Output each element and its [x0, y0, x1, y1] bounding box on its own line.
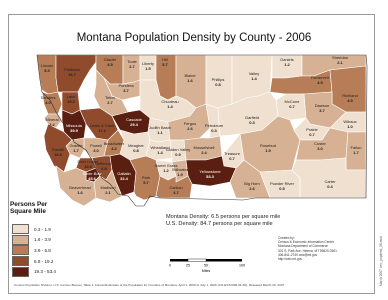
county-value: 1.2: [163, 167, 169, 173]
county-value: 1.9: [177, 171, 183, 177]
county-label-valley: [240, 72, 268, 81]
legend-title-line2: Square Mile: [10, 208, 46, 215]
county-name: Madison: [100, 185, 116, 190]
county-label-madison: [94, 186, 122, 195]
county-label-lewis-clark: [88, 124, 116, 133]
county-label-prairie: [298, 128, 326, 137]
county-value: 0.3: [211, 127, 217, 133]
county-name: Carter: [324, 179, 336, 184]
county-name: Treasure: [224, 151, 240, 156]
county-name: Beaverhead: [69, 185, 91, 190]
county-name: Mineral: [45, 117, 59, 122]
legend-row: [12, 245, 56, 256]
county-value: 5.3: [44, 67, 50, 73]
county-name: Park: [141, 175, 151, 180]
county-value: 16.6: [54, 151, 62, 157]
county-label-chouteau: [156, 100, 184, 109]
county-name: Roosevelt: [311, 75, 329, 80]
county-name: Chouteau: [161, 99, 179, 104]
county-name: McCone: [284, 99, 300, 104]
county-label-treasure: [218, 152, 246, 161]
county-name: Lincoln: [40, 63, 54, 68]
county-label-jefferson: [90, 162, 118, 171]
county-name: Flathead: [64, 67, 80, 72]
county-name: Glacier: [103, 57, 117, 62]
side-code-text: March 2007 ceic_popdens_06.mxd: [379, 236, 383, 286]
county-value: 1.7: [353, 149, 359, 155]
county-label-powder-river: [268, 182, 296, 191]
legend-swatch-1: [12, 224, 29, 234]
county-value: 4.0: [45, 99, 51, 105]
county-name: Cascade: [126, 117, 142, 122]
legend-label-5: 19.3 - 53.4: [34, 269, 56, 275]
county-name: Daniels: [280, 57, 294, 62]
county-lincoln: [37, 55, 58, 94]
county-label-lake: [57, 95, 85, 104]
county-value: 0.7: [289, 103, 295, 109]
county-label-flathead: [58, 68, 86, 77]
legend-row: [12, 256, 56, 267]
county-value: 1.5: [145, 65, 151, 71]
county-label-stillwater: [166, 168, 194, 177]
county-label-custer: [306, 142, 334, 151]
legend-swatch-4: [12, 256, 29, 266]
county-label-blaine: [176, 74, 204, 83]
county-value: 2.1: [105, 189, 111, 195]
scale-tick-1: 25: [186, 263, 190, 268]
county-value: 3.0: [93, 147, 99, 153]
density-stats: [166, 214, 280, 228]
credit-line: 301 S. Park Ave. Helena, MT 59620-0501: [278, 248, 337, 253]
legend-swatch-3: [12, 245, 29, 255]
county-name: Golden Valley: [165, 147, 191, 152]
county-name: Missoula: [66, 123, 82, 128]
county-label-phillips: [204, 78, 232, 87]
county-value: 29.4: [130, 121, 138, 127]
county-label-yellowstone: [196, 170, 224, 179]
scale-tick-2: 50: [204, 263, 208, 268]
county-name: Toole: [127, 59, 137, 64]
county-value: 1.4: [157, 149, 163, 155]
county-name: Big Horn: [244, 181, 260, 186]
county-value: 0.9: [175, 151, 181, 157]
county-name: Liberty: [141, 61, 154, 66]
county-name: Deer Lodge: [77, 159, 99, 164]
county-value: 4.2: [111, 145, 117, 151]
legend-title-line1: Persons Per: [10, 201, 48, 208]
legend-label-4: 6.8 - 19.2: [34, 258, 54, 264]
credit-block: [278, 236, 370, 261]
county-value: 4.7: [173, 189, 179, 195]
legend-label-2: 1.6 - 3.9: [34, 237, 51, 243]
credit-line: 406-841-2740 ceic@mt.gov: [278, 252, 318, 257]
legend: [12, 224, 56, 277]
county-name: Broadwater: [103, 141, 125, 146]
county-name: Carbon: [169, 185, 183, 190]
county-name: Fallon: [350, 145, 362, 150]
legend-row: [12, 266, 56, 277]
legend-swatch-5: [12, 267, 29, 277]
county-label-carter: [316, 180, 344, 189]
county-label-garfield: [238, 116, 266, 125]
county-value: 5.7: [162, 61, 168, 67]
county-name: Sweet Grass: [154, 163, 178, 168]
county-value: 53.3: [206, 173, 214, 179]
county-value: 16.7: [68, 71, 76, 77]
county-label-ravalli: [44, 148, 72, 157]
scale-tick-3: 100: [239, 263, 245, 268]
county-label-big-horn: [238, 182, 266, 191]
us-density: U.S. Density: 84.7 persons per square mile: [166, 221, 273, 228]
county-value: 2.1: [337, 59, 343, 65]
county-value: 2.7: [129, 63, 135, 69]
county-label-rosebud: [254, 144, 282, 153]
county-name: Wheatland: [150, 145, 170, 150]
county-name: Pondera: [118, 83, 134, 88]
county-label-petroleum: [200, 124, 228, 133]
county-value: 1.4: [251, 75, 257, 81]
county-value: 1.6: [77, 189, 83, 195]
county-name: Lewis & Clark: [89, 123, 115, 128]
county-name: Meagher: [128, 143, 144, 148]
county-value: 1.9: [265, 147, 271, 153]
county-name: Valley: [248, 71, 260, 76]
county-value: 1.7: [73, 147, 79, 153]
county-name: Dawson: [314, 103, 330, 108]
county-value: 0.8: [215, 81, 221, 87]
county-value: 2.6: [187, 125, 193, 131]
county-name: Ravalli: [51, 147, 64, 152]
county-value: 3.7: [123, 87, 129, 93]
scale-bar: [166, 254, 266, 274]
county-label-missoula: [60, 124, 88, 133]
legend-swatch-2: [12, 235, 29, 245]
county-name: Sanders: [40, 95, 56, 100]
county-name: Musselshell: [193, 145, 215, 150]
county-label-teton: [96, 96, 124, 105]
county-name: Jefferson: [95, 161, 113, 166]
county-label-roosevelt: [306, 76, 334, 85]
county-value: 6.8: [101, 165, 107, 171]
county-label-fallon: [342, 146, 370, 155]
county-label-beaverhead: [66, 186, 94, 195]
county-label-daniels: [273, 58, 301, 67]
county-value: 0.8: [133, 147, 139, 153]
county-name: Blaine: [184, 73, 196, 78]
scale-tick-0: 0: [169, 263, 171, 268]
county-name: Powder River: [269, 181, 294, 186]
legend-row: [12, 235, 56, 246]
county-value: 1.4: [167, 103, 173, 109]
county-value: 0.4: [327, 183, 333, 189]
county-value: 45.6: [88, 175, 96, 181]
county-value: 1.1: [157, 129, 163, 135]
county-value: 0.7: [229, 155, 235, 161]
county-label-wibaux: [336, 120, 364, 129]
county-label-park: [132, 176, 160, 185]
county-name: Hill: [162, 57, 168, 62]
county-name: Custer: [314, 141, 326, 146]
county-value: 2.7: [107, 99, 113, 105]
county-name: Stillwater: [171, 167, 189, 172]
credit-line: Created by:: [278, 236, 295, 240]
county-value: 0.7: [309, 131, 315, 137]
county-value: 0.3: [249, 119, 255, 125]
legend-title: [10, 201, 47, 215]
county-name: Prairie: [306, 127, 318, 132]
county-name: Wibaux: [343, 119, 357, 124]
county-label-carbon: [162, 186, 190, 195]
county-label-judith-basin: [146, 126, 174, 135]
county-name: Lake: [66, 94, 76, 99]
county-value: 0.5: [279, 185, 285, 191]
map-title: Montana Population Density by County - 2006: [76, 32, 312, 44]
county-name: Rosebud: [259, 143, 276, 148]
county-name: Silver Bow: [82, 171, 102, 176]
county-value: 1.6: [187, 77, 193, 83]
county-name: Gallatin: [117, 171, 131, 176]
county-name: Garfield: [244, 115, 259, 120]
credit-line: http://ceic.mt.gov: [278, 257, 303, 262]
county-value: 3.2: [49, 121, 55, 127]
county-value: 19.2: [67, 98, 75, 104]
legend-label-1: 0.3 - 1.9: [34, 226, 51, 232]
county-name: Powell: [90, 143, 102, 148]
county-label-richland: [336, 94, 364, 103]
montana-density: Montana Density: 6.5 persons per square mile: [166, 214, 281, 220]
credit-line: Montana Department of Commerce: [278, 244, 328, 249]
county-name: Granite: [69, 143, 83, 148]
county-value: 17.1: [98, 127, 106, 133]
county-value: 5.7: [143, 179, 149, 185]
county-label-silver-bow: [78, 172, 106, 181]
scale-unit: Miles: [201, 269, 211, 273]
county-name: Teton: [105, 95, 115, 100]
county-label-sheridan: [326, 56, 354, 65]
legend-row: [12, 224, 56, 235]
county-label-pondera: [112, 84, 140, 93]
county-label-hill: [151, 58, 179, 67]
county-name: Phillips: [211, 77, 225, 82]
county-value: 2.6: [249, 185, 255, 191]
county-label-lincoln: [33, 64, 61, 73]
county-label-golden-valley: [164, 148, 192, 157]
county-name: Judith Basin: [149, 125, 171, 130]
county-name: Petroleum: [204, 123, 224, 128]
county-value: 1.0: [347, 123, 353, 129]
county-value: 3.7: [319, 107, 325, 113]
credit-line: Census & Economic Information Center: [278, 240, 334, 245]
county-value: 32.4: [120, 175, 128, 181]
county-label-musselshell: [190, 146, 218, 155]
county-name: Richland: [342, 93, 358, 98]
county-value: 12.6: [84, 163, 92, 169]
county-name: Sheridan: [331, 55, 348, 60]
side-code: [372, 206, 383, 286]
source-note: Census Population Division, U.S. Census Bureau, Table 1: Annual Estimates of the Population for Counties of Montana: April 1, 2000 to July 1, 2006 (CO-EST2006-01-30), Released March 20, 2007: [14, 283, 285, 287]
county-value: 4.5: [107, 61, 113, 67]
county-name: Yellowstone: [199, 169, 221, 174]
county-label-dawson: [308, 104, 336, 113]
county-name: Fergus: [183, 121, 197, 126]
county-value: 4.5: [317, 79, 323, 85]
county-label-mccone: [278, 100, 306, 109]
county-value: 1.2: [284, 61, 290, 67]
county-label-cascade: [120, 118, 148, 127]
county-value: 3.0: [317, 145, 323, 151]
county-value: 4.5: [347, 97, 353, 103]
legend-label-3: 3.9 - 6.8: [34, 247, 51, 253]
county-value: 39.9: [70, 127, 78, 133]
county-value: 2.4: [201, 149, 207, 155]
